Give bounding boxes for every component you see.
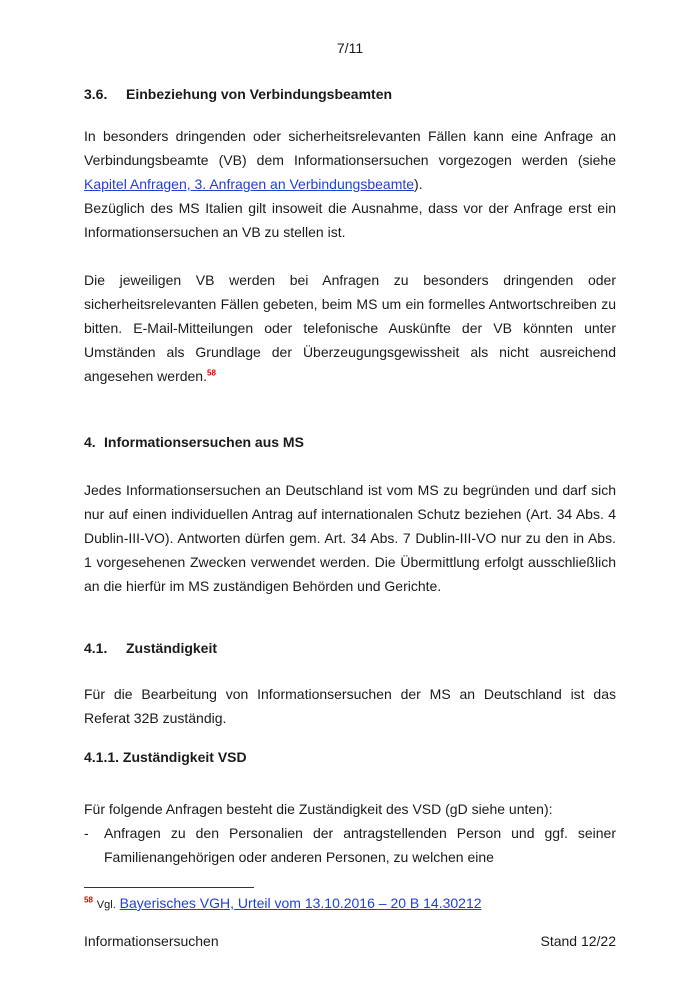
footer-title: Informationsersuchen — [84, 933, 219, 949]
list-item-text: Anfragen zu den Personalien der antragstellenden Person und ggf. seiner Familienangehörigen oder anderen Personen, zu welchen eine — [104, 825, 616, 865]
section-4-1-number: 4.1. — [84, 640, 108, 656]
footnote-prefix: Vgl. — [96, 899, 116, 911]
section-3-6-title: Einbeziehung von Verbindungsbeamten — [126, 86, 393, 102]
footnote-number: 58 — [84, 895, 93, 905]
footnote-reference[interactable]: 58 — [207, 368, 216, 378]
section-4-1-title: Zuständigkeit — [126, 640, 218, 656]
paragraph-text: ). — [414, 176, 423, 192]
section-3-6-paragraph-3 — [84, 268, 616, 388]
footnote — [84, 895, 482, 911]
section-4-title: Informationsersuchen aus MS — [104, 434, 304, 450]
section-3-6-heading — [84, 86, 392, 102]
section-3-6-paragraph-2: Bezüglich des MS Italien gilt insoweit die Ausnahme, dass vor der Anfrage erst ein Informationsersuchen an VB zu stellen ist. — [84, 200, 616, 240]
section-4-heading — [84, 434, 304, 450]
footnote-divider — [84, 887, 254, 888]
section-3-6-number: 3.6. — [84, 86, 108, 102]
bullet-dash: - — [84, 825, 89, 841]
section-4-1-paragraph: Für die Bearbeitung von Informationsersuchen der MS an Deutschland ist das Referat 32B zuständig. — [84, 686, 616, 726]
footnote-link[interactable]: Bayerisches VGH, Urteil vom 13.10.2016 – 20 B 14.30212 — [119, 895, 482, 911]
section-4-paragraph: Jedes Informationsersuchen an Deutschland ist vom MS zu begründen und darf sich nur auf einen individuellen Antrag auf internationalen Schutz beziehen (Art. 34 Abs. 4 Dublin-III-VO). Antworten dürfen gem. Art. 34 Abs. 7 Dublin-III-VO nur zu den in Abs. 1 vorgesehenen Zwecken verwendet werden. Die Übermittlung erfolgt ausschließlich an die hierfür im MS zuständigen Behörden und Gerichte. — [84, 482, 616, 594]
list-item — [84, 821, 616, 869]
section-3-6-paragraph-1 — [84, 124, 616, 196]
footer-status: Stand 12/22 — [540, 933, 616, 949]
page-number: 7/11 — [336, 40, 364, 56]
section-4-1-heading — [84, 640, 217, 656]
chapter-link[interactable]: Kapitel Anfragen, 3. Anfragen an Verbindungsbeamte — [84, 176, 415, 192]
paragraph-text: Die jeweiligen VB werden bei Anfragen zu besonders dringenden oder sicherheitsrelevanten Fällen gebeten, beim MS um ein formelles Antwortschreiben zu bitten. E-Mail-Mitteilungen oder telefonische Auskünfte der VB könnten unter Umständen als Grundlage der Überzeugungsgewissheit als nicht ausreichend angesehen werden. — [84, 272, 616, 384]
section-4-1-1-heading: 4.1.1. Zuständigkeit VSD — [84, 749, 247, 765]
section-4-1-1-paragraph: Für folgende Anfragen besteht die Zuständigkeit des VSD (gD siehe unten): — [84, 801, 553, 817]
paragraph-text: In besonders dringenden oder sicherheitsrelevanten Fällen kann eine Anfrage an Verbindungsbeamte (VB) dem Informationsersuchen vorgezogen werden (siehe — [84, 128, 616, 168]
section-4-number: 4. — [84, 434, 96, 450]
